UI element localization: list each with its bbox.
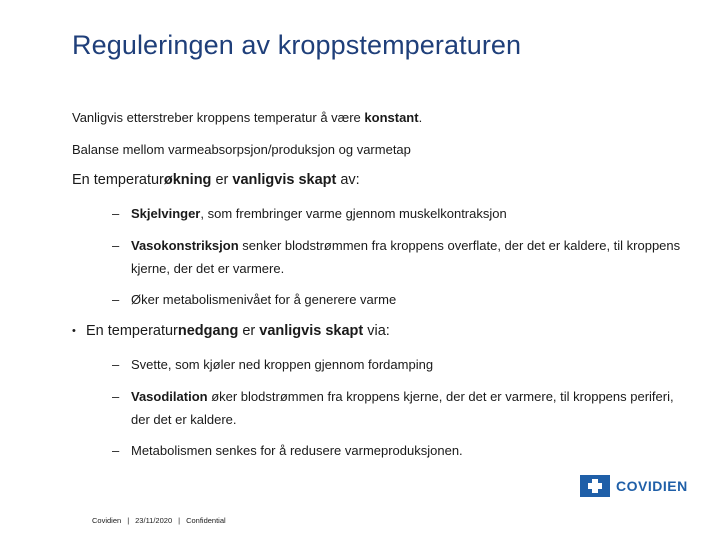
decrease-heading: • En temperaturnedgang er vanligvis skapt via:	[72, 323, 390, 339]
covidien-logo	[580, 474, 688, 498]
dash-marker: –	[112, 443, 120, 458]
cross-logo-icon	[580, 475, 610, 497]
bullet-marker: •	[72, 325, 76, 337]
intro-line-2: Balanse mellom varmeabsorpsjon/produksjon og varmetap	[72, 142, 411, 157]
dash-marker: –	[112, 238, 120, 253]
footer-separator: |	[178, 516, 181, 525]
logo-text: COVIDIEN	[616, 478, 688, 494]
slide-title: Reguleringen av kroppstemperaturen	[72, 30, 522, 60]
item-text: Vasokonstriksjon senker blodstrømmen fra kroppens overflate, der det er kaldere, til kroppens kjerne, der det er varmere.	[131, 238, 681, 276]
dash-marker: –	[112, 357, 120, 372]
increase-item-shivering	[112, 202, 682, 225]
footer-company: Covidien	[92, 516, 122, 525]
item-text: Svette, som kjøler ned kroppen gjennom fordamping	[131, 357, 434, 372]
increase-item-metabolism	[112, 288, 682, 311]
item-text: Skjelvinger, som frembringer varme gjennom muskelkontraksjon	[131, 206, 507, 221]
item-text: Øker metabolismenivået for å generere varme	[131, 292, 397, 307]
decrease-item-vasodilation	[112, 385, 682, 431]
item-text: Metabolismen senkes for å redusere varmeproduksjonen.	[131, 443, 463, 458]
decrease-item-metabolism	[112, 439, 682, 462]
footer-date: 23/11/2020	[135, 516, 173, 525]
footer-confidential: Confidential	[186, 516, 226, 525]
intro-line-1: Vanligvis etterstreber kroppens temperatur å være konstant.	[72, 110, 423, 125]
increase-heading: En temperaturøkning er vanligvis skapt av:	[72, 172, 360, 188]
item-text: Vasodilation øker blodstrømmen fra kroppens kjerne, der det er varmere, til kroppens periferi, der det er kaldere.	[131, 389, 674, 427]
footer	[92, 516, 226, 525]
decrease-item-sweat	[112, 353, 682, 376]
increase-item-vasoconstriction	[112, 234, 682, 280]
dash-marker: –	[112, 389, 120, 404]
dash-marker: –	[112, 206, 120, 221]
dash-marker: –	[112, 292, 120, 307]
footer-separator: |	[127, 516, 130, 525]
